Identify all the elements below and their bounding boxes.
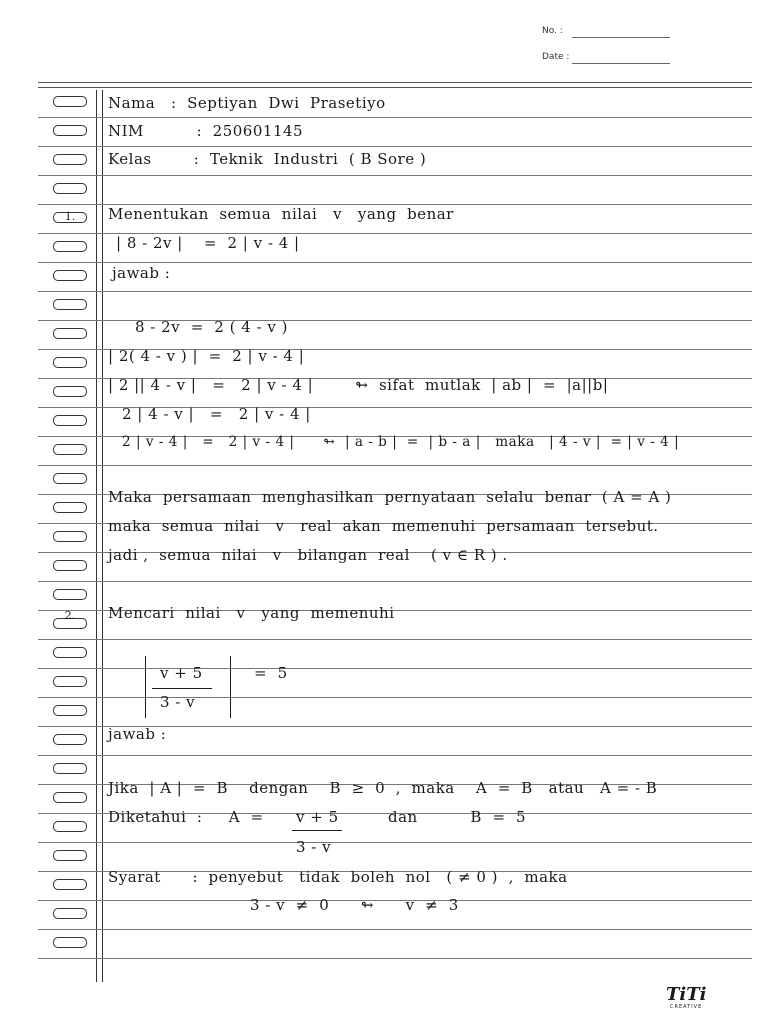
fraction-denominator: 3 - v xyxy=(160,693,196,711)
ruled-line xyxy=(38,581,752,582)
problem2-title: Mencari nilai v yang memenuhi xyxy=(108,604,395,622)
problem-number: 1. xyxy=(64,210,76,223)
binding-hole xyxy=(53,560,87,571)
problem2-jawab: jawab : xyxy=(108,725,167,743)
binding-hole xyxy=(53,734,87,745)
ruled-line xyxy=(38,146,752,147)
field-nama: Nama : Septiyan Dwi Prasetiyo xyxy=(108,94,386,112)
binding-hole xyxy=(53,937,87,948)
problem-number: 2. xyxy=(64,609,76,622)
binding-hole xyxy=(53,879,87,890)
date-line xyxy=(572,63,670,64)
binding-hole xyxy=(53,386,87,397)
binding-hole xyxy=(53,502,87,513)
ruled-line xyxy=(38,465,752,466)
diketahui-b: dan B = 5 xyxy=(388,808,527,826)
fraction-numerator: v + 5 xyxy=(160,664,203,682)
binding-hole xyxy=(53,908,87,919)
date-label: Date : xyxy=(542,52,570,62)
top-rule xyxy=(38,87,752,88)
binding-hole xyxy=(53,589,87,600)
diketahui-numerator: v + 5 xyxy=(296,808,339,826)
problem1-equation: | 8 - 2v | = 2 | v - 4 | xyxy=(116,234,300,252)
fraction-bar xyxy=(152,688,212,689)
diketahui-denominator: 3 - v xyxy=(296,838,332,856)
no-line xyxy=(572,37,670,38)
problem1-conclusion: Maka persamaan menghasilkan pernyataan selalu benar ( A = A ) xyxy=(108,488,672,506)
ruled-line xyxy=(38,842,752,843)
problem2-rule: Jika | A | = B dengan B ≥ 0 , maka A = B atau A = - B xyxy=(108,779,658,797)
top-rule xyxy=(38,82,752,83)
binding-hole xyxy=(53,270,87,281)
binding-hole xyxy=(53,96,87,107)
ruled-line xyxy=(38,175,752,176)
diketahui-fraction-bar xyxy=(292,830,342,831)
binding-hole xyxy=(53,328,87,339)
brand-logo: TiTi xyxy=(666,984,707,1005)
binding-hole xyxy=(53,125,87,136)
problem1-step: | 2( 4 - v ) | = 2 | v - 4 | xyxy=(108,347,305,365)
binding-hole xyxy=(53,241,87,252)
no-label: No. : xyxy=(542,26,563,36)
binding-hole xyxy=(53,473,87,484)
binding-hole xyxy=(53,850,87,861)
margin-line xyxy=(96,90,97,982)
binding-hole xyxy=(53,415,87,426)
binding-hole xyxy=(53,357,87,368)
problem1-conclusion: jadi , semua nilai v bilangan real ( v ∈ R ) . xyxy=(108,546,508,564)
binding-hole xyxy=(53,763,87,774)
binding-hole xyxy=(53,676,87,687)
ruled-line xyxy=(38,291,752,292)
field-kelas: Kelas : Teknik Industri ( B Sore ) xyxy=(108,150,427,168)
syarat-line: Syarat : penyebut tidak boleh nol ( ≠ 0 ) , maka xyxy=(108,868,568,886)
equation-rhs: = 5 xyxy=(254,664,288,682)
binding-hole xyxy=(53,792,87,803)
problem1-title: Menentukan semua nilai v yang benar xyxy=(108,205,454,223)
ruled-line xyxy=(38,958,752,959)
binding-hole xyxy=(53,154,87,165)
abs-bar-right xyxy=(230,656,231,718)
diketahui-label: Diketahui : A = xyxy=(108,808,264,826)
binding-hole xyxy=(53,821,87,832)
problem1-step: 2 | v - 4 | = 2 | v - 4 | ↬ | a - b | = | b - a | maka | 4 - v | = | v - 4 | xyxy=(122,434,680,450)
abs-bar-left xyxy=(145,656,146,718)
brand-subtitle: CREATIVE xyxy=(670,1004,703,1010)
ruled-line xyxy=(38,929,752,930)
binding-hole xyxy=(53,299,87,310)
problem1-step: 2 | 4 - v | = 2 | v - 4 | xyxy=(122,405,311,423)
problem1-conclusion: maka semua nilai v real akan memenuhi persamaan tersebut. xyxy=(108,517,659,535)
problem1-jawab: jawab : xyxy=(112,264,171,282)
ruled-line xyxy=(38,117,752,118)
syarat-condition: 3 - v ≠ 0 ↬ v ≠ 3 xyxy=(250,896,459,914)
problem1-step: | 2 || 4 - v | = 2 | v - 4 | ↬ sifat mutlak | ab | = |a||b| xyxy=(108,376,609,394)
binding-hole xyxy=(53,183,87,194)
binding-hole xyxy=(53,647,87,658)
field-nim: NIM : 250601145 xyxy=(108,122,304,140)
binding-hole xyxy=(53,531,87,542)
binding-hole xyxy=(53,705,87,716)
problem1-step: 8 - 2v = 2 ( 4 - v ) xyxy=(135,318,288,336)
ruled-line xyxy=(38,262,752,263)
ruled-line xyxy=(38,755,752,756)
ruled-line xyxy=(38,639,752,640)
margin-line xyxy=(102,90,103,982)
binding-hole xyxy=(53,444,87,455)
